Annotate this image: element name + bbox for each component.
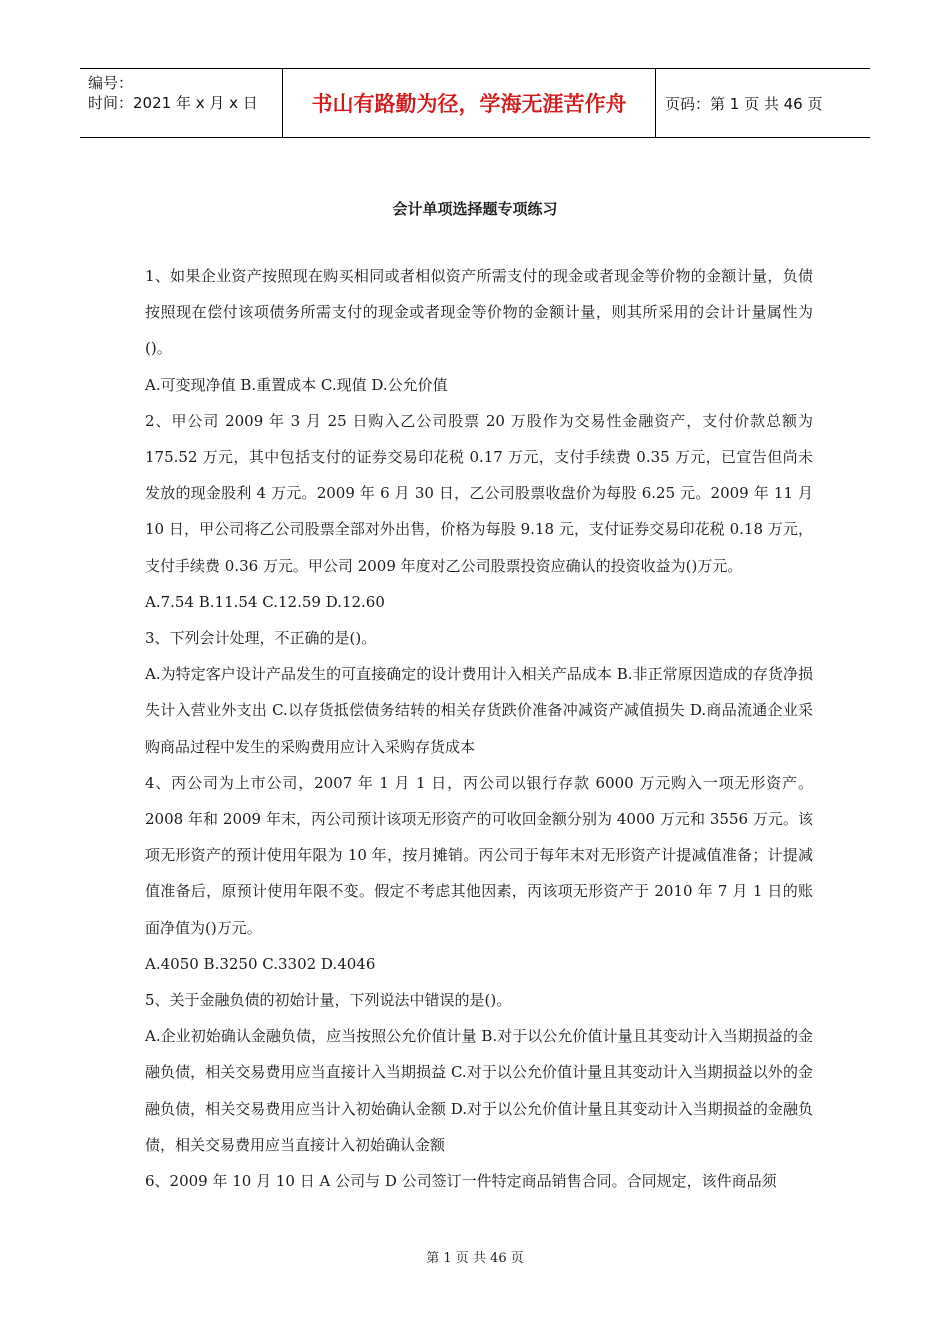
question-2-options: A.7.54 B.11.54 C.12.59 D.12.60 xyxy=(145,592,385,611)
question-5: 5、关于金融负债的初始计量，下列说法中错误的是()。 xyxy=(145,991,512,1010)
question-3-options: A.为特定客户设计产品发生的可直接确定的设计费用计入相关产品成本 B.非正常原因造成的存货净损失计入营业外支出 C.以存货抵偿债务结转的相关存货跌价准备冲减资产减值损失 D.商品流通企业采购商品过程中发生的采购费用应计入采购存货成本 xyxy=(145,665,813,756)
page-header xyxy=(80,68,870,138)
question-4: 4、丙公司为上市公司，2007 年 1 月 1 日，丙公司以银行存款 6000 万元购入一项无形资产。2008 年和 2009 年末，丙公司预计该项无形资产的可收回金额分别为 4000 万元和 3556 万元。该项无形资产的预计使用年限为 10 年，按月摊销。丙公司于每年末对无形资产计提减值准备；计提减值准备后，原预计使用年限不变。假定不考虑其他因素，丙该项无形资产于 2010 年 7 月 1 日的账面净值为()万元。 xyxy=(145,773,813,937)
question-3: 3、下列会计处理，不正确的是()。 xyxy=(145,629,377,648)
header-motto: 书山有路勤为径，学海无涯苦作舟 xyxy=(283,69,656,137)
question-5-options: A.企业初始确认金融负债，应当按照公允价值计量 B.对于以公允价值计量且其变动计入当期损益的金融负债，相关交易费用应当直接计入当期损益 C.对于以公允价值计量且其变动计入当期损益以外的金融负债，相关交易费用应当计入初始确认金额 D.对于以公允价值计量且其变动计入当期损益的金融负债，相关交易费用应当直接计入初始确认金额 xyxy=(145,1027,813,1154)
question-4-options: A.4050 B.3250 C.3302 D.4046 xyxy=(145,954,376,973)
document-body xyxy=(145,258,813,1199)
question-2: 2、甲公司 2009 年 3 月 25 日购入乙公司股票 20 万股作为交易性金融资产，支付价款总额为 175.52 万元，其中包括支付的证券交易印花税 0.17 万元，支付手续费 0.35 万元，已宣告但尚未发放的现金股利 4 万元。2009 年 6 月 30 日，乙公司股票收盘价为每股 6.25 元。2009 年 11 月 10 日，甲公司将乙公司股票全部对外出售，价格为每股 9.18 元，支付证券交易印花税 0.18 万元，支付手续费 0.36 万元。甲公司 2009 年度对乙公司股票投资应确认的投资收益为()万元。 xyxy=(145,411,813,575)
question-1: 1、如果企业资产按照现在购买相同或者相似资产所需支付的现金或者现金等价物的金额计量，负债按照现在偿付该项债务所需支付的现金或者现金等价物的金额计量，则其所采用的会计计量属性为()。 xyxy=(145,267,813,358)
document-date: 时间：2021 年 x 月 x 日 xyxy=(88,94,258,112)
question-1-options: A.可变现净值 B.重置成本 C.现值 D.公允价值 xyxy=(145,375,448,394)
header-page-info: 页码：第 1 页 共 46 页 xyxy=(665,94,823,113)
page-footer: 第 1 页 共 46 页 xyxy=(426,1251,524,1266)
header-meta xyxy=(80,69,283,137)
document-number-label: 编号： xyxy=(88,74,134,92)
question-6: 6、2009 年 10 月 10 日 A 公司与 D 公司签订一件特定商品销售合同。合同规定，该件商品须 xyxy=(145,1172,777,1191)
document-title: 会计单项选择题专项练习 xyxy=(392,200,558,218)
